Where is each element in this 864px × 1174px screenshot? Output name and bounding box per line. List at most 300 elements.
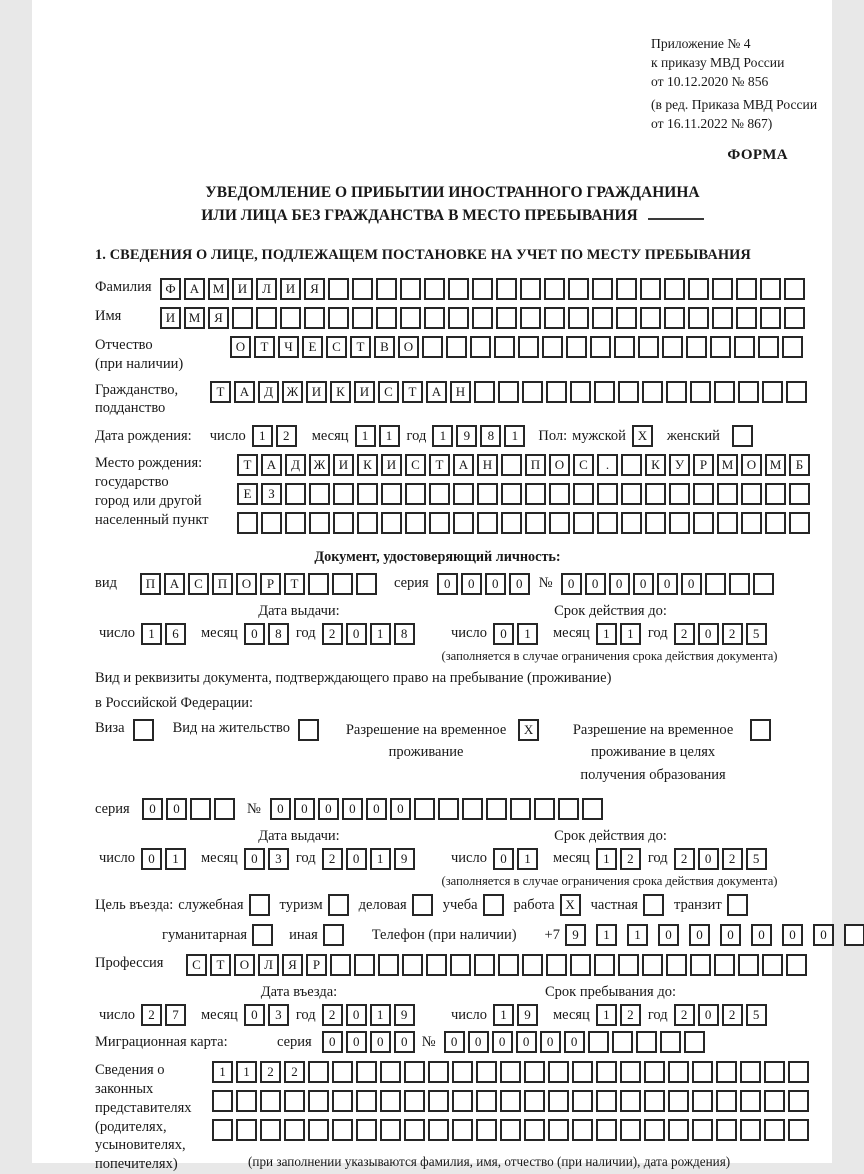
char-cell[interactable]: 8: [268, 623, 289, 645]
char-cell[interactable]: [789, 512, 810, 534]
char-cell[interactable]: [712, 278, 733, 300]
char-cell[interactable]: 0: [493, 623, 514, 645]
char-cell[interactable]: 0: [366, 798, 387, 820]
char-cell[interactable]: Я: [304, 278, 325, 300]
char-cell[interactable]: [692, 1061, 713, 1083]
char-cell[interactable]: [544, 278, 565, 300]
char-cell[interactable]: [477, 512, 498, 534]
char-cell[interactable]: [636, 1031, 657, 1053]
char-cell[interactable]: [380, 1061, 401, 1083]
char-cell[interactable]: 2: [141, 1004, 162, 1026]
char-cell[interactable]: С: [405, 454, 426, 476]
char-cell[interactable]: [477, 483, 498, 505]
char-cell[interactable]: [524, 1061, 545, 1083]
char-cell[interactable]: [690, 954, 711, 976]
char-cell[interactable]: 0: [751, 924, 772, 946]
char-cell[interactable]: 0: [681, 573, 702, 595]
char-cell[interactable]: [525, 483, 546, 505]
char-cell[interactable]: [760, 307, 781, 329]
char-cell[interactable]: [429, 512, 450, 534]
char-cell[interactable]: 1: [517, 623, 538, 645]
birth-place-cells-1[interactable]: [237, 454, 813, 476]
char-cell[interactable]: А: [164, 573, 185, 595]
char-cell[interactable]: [714, 954, 735, 976]
char-cell[interactable]: С: [378, 381, 399, 403]
visa-checkbox[interactable]: [133, 719, 154, 741]
char-cell[interactable]: 1: [212, 1061, 233, 1083]
char-cell[interactable]: И: [333, 454, 354, 476]
char-cell[interactable]: 5: [746, 1004, 767, 1026]
char-cell[interactable]: 2: [322, 848, 343, 870]
char-cell[interactable]: [549, 512, 570, 534]
char-cell[interactable]: М: [208, 278, 229, 300]
char-cell[interactable]: 1: [370, 848, 391, 870]
char-cell[interactable]: [668, 1119, 689, 1141]
char-cell[interactable]: 8: [480, 425, 501, 447]
char-cell[interactable]: [424, 307, 445, 329]
char-cell[interactable]: [260, 1090, 281, 1112]
char-cell[interactable]: [544, 307, 565, 329]
char-cell[interactable]: 5: [746, 848, 767, 870]
char-cell[interactable]: 1: [493, 1004, 514, 1026]
char-cell[interactable]: [692, 1090, 713, 1112]
char-cell[interactable]: [405, 512, 426, 534]
char-cell[interactable]: Р: [306, 954, 327, 976]
char-cell[interactable]: 0: [142, 798, 163, 820]
char-cell[interactable]: [285, 512, 306, 534]
identity-valid-month-cells[interactable]: [596, 623, 644, 645]
char-cell[interactable]: [594, 381, 615, 403]
char-cell[interactable]: С: [188, 573, 209, 595]
char-cell[interactable]: [736, 307, 757, 329]
char-cell[interactable]: [592, 278, 613, 300]
char-cell[interactable]: [762, 381, 783, 403]
identity-valid-year-cells[interactable]: [674, 623, 770, 645]
char-cell[interactable]: [717, 483, 738, 505]
char-cell[interactable]: [566, 336, 587, 358]
char-cell[interactable]: 2: [722, 848, 743, 870]
char-cell[interactable]: [620, 1119, 641, 1141]
char-cell[interactable]: 0: [516, 1031, 537, 1053]
char-cell[interactable]: [525, 512, 546, 534]
char-cell[interactable]: О: [741, 454, 762, 476]
char-cell[interactable]: [400, 278, 421, 300]
char-cell[interactable]: [450, 954, 471, 976]
char-cell[interactable]: Т: [237, 454, 258, 476]
char-cell[interactable]: [285, 483, 306, 505]
char-cell[interactable]: [668, 1061, 689, 1083]
char-cell[interactable]: 0: [322, 1031, 343, 1053]
entry-year-cells[interactable]: [322, 1004, 418, 1026]
char-cell[interactable]: 8: [394, 623, 415, 645]
char-cell[interactable]: [438, 798, 459, 820]
char-cell[interactable]: [620, 1090, 641, 1112]
char-cell[interactable]: [501, 483, 522, 505]
char-cell[interactable]: 9: [517, 1004, 538, 1026]
char-cell[interactable]: [237, 512, 258, 534]
char-cell[interactable]: Л: [258, 954, 279, 976]
char-cell[interactable]: [645, 483, 666, 505]
char-cell[interactable]: [356, 573, 377, 595]
char-cell[interactable]: [642, 381, 663, 403]
char-cell[interactable]: [596, 1119, 617, 1141]
char-cell[interactable]: [717, 512, 738, 534]
char-cell[interactable]: [758, 336, 779, 358]
char-cell[interactable]: [474, 954, 495, 976]
char-cell[interactable]: [518, 336, 539, 358]
char-cell[interactable]: [260, 1119, 281, 1141]
entry-month-cells[interactable]: [244, 1004, 292, 1026]
doc-kind-cells[interactable]: [140, 573, 380, 595]
char-cell[interactable]: 1: [379, 425, 400, 447]
char-cell[interactable]: 0: [689, 924, 710, 946]
char-cell[interactable]: 2: [322, 623, 343, 645]
char-cell[interactable]: [596, 1090, 617, 1112]
char-cell[interactable]: 0: [370, 1031, 391, 1053]
purpose-private-checkbox[interactable]: [643, 894, 664, 916]
char-cell[interactable]: 0: [294, 798, 315, 820]
char-cell[interactable]: [472, 307, 493, 329]
char-cell[interactable]: З: [261, 483, 282, 505]
representatives-cells-2[interactable]: [212, 1090, 812, 1112]
char-cell[interactable]: [616, 278, 637, 300]
purpose-study-checkbox[interactable]: [483, 894, 504, 916]
char-cell[interactable]: [618, 381, 639, 403]
char-cell[interactable]: 3: [268, 1004, 289, 1026]
char-cell[interactable]: [688, 307, 709, 329]
char-cell[interactable]: И: [354, 381, 375, 403]
char-cell[interactable]: У: [669, 454, 690, 476]
char-cell[interactable]: [452, 1061, 473, 1083]
char-cell[interactable]: 0: [346, 848, 367, 870]
residence-issue-day-cells[interactable]: [141, 848, 189, 870]
representatives-cells-3[interactable]: [212, 1119, 812, 1141]
char-cell[interactable]: 0: [485, 573, 506, 595]
char-cell[interactable]: [472, 278, 493, 300]
migration-number-cells[interactable]: [444, 1031, 708, 1053]
char-cell[interactable]: [236, 1119, 257, 1141]
char-cell[interactable]: [714, 381, 735, 403]
char-cell[interactable]: Ж: [282, 381, 303, 403]
char-cell[interactable]: 0: [698, 848, 719, 870]
char-cell[interactable]: [716, 1119, 737, 1141]
birth-place-cells-2[interactable]: [237, 483, 813, 505]
char-cell[interactable]: [309, 483, 330, 505]
char-cell[interactable]: [453, 483, 474, 505]
char-cell[interactable]: [376, 307, 397, 329]
char-cell[interactable]: [568, 307, 589, 329]
char-cell[interactable]: [590, 336, 611, 358]
char-cell[interactable]: [764, 1061, 785, 1083]
char-cell[interactable]: [476, 1090, 497, 1112]
surname-cells[interactable]: [160, 278, 808, 300]
char-cell[interactable]: 1: [596, 924, 617, 946]
char-cell[interactable]: [844, 924, 864, 946]
char-cell[interactable]: [588, 1031, 609, 1053]
char-cell[interactable]: [788, 1119, 809, 1141]
char-cell[interactable]: [304, 307, 325, 329]
char-cell[interactable]: [498, 954, 519, 976]
char-cell[interactable]: [352, 307, 373, 329]
char-cell[interactable]: [546, 954, 567, 976]
char-cell[interactable]: [486, 798, 507, 820]
char-cell[interactable]: 2: [276, 425, 297, 447]
char-cell[interactable]: 0: [244, 1004, 265, 1026]
char-cell[interactable]: Т: [210, 381, 231, 403]
char-cell[interactable]: [284, 1119, 305, 1141]
char-cell[interactable]: [572, 1061, 593, 1083]
char-cell[interactable]: [524, 1119, 545, 1141]
char-cell[interactable]: А: [234, 381, 255, 403]
char-cell[interactable]: [640, 307, 661, 329]
purpose-other-checkbox[interactable]: [323, 924, 344, 946]
migration-series-cells[interactable]: [322, 1031, 418, 1053]
char-cell[interactable]: [378, 954, 399, 976]
char-cell[interactable]: 0: [346, 1031, 367, 1053]
char-cell[interactable]: [688, 278, 709, 300]
char-cell[interactable]: [568, 278, 589, 300]
char-cell[interactable]: [729, 573, 750, 595]
char-cell[interactable]: [642, 954, 663, 976]
char-cell[interactable]: [462, 798, 483, 820]
char-cell[interactable]: И: [280, 278, 301, 300]
char-cell[interactable]: 1: [236, 1061, 257, 1083]
citizenship-cells[interactable]: [210, 381, 810, 403]
char-cell[interactable]: 0: [346, 1004, 367, 1026]
char-cell[interactable]: 0: [468, 1031, 489, 1053]
char-cell[interactable]: [400, 307, 421, 329]
char-cell[interactable]: 0: [270, 798, 291, 820]
char-cell[interactable]: 2: [674, 848, 695, 870]
char-cell[interactable]: [534, 798, 555, 820]
char-cell[interactable]: [452, 1119, 473, 1141]
entry-day-cells[interactable]: [141, 1004, 189, 1026]
char-cell[interactable]: [356, 1061, 377, 1083]
char-cell[interactable]: [644, 1090, 665, 1112]
char-cell[interactable]: [494, 336, 515, 358]
char-cell[interactable]: [621, 454, 642, 476]
char-cell[interactable]: [710, 336, 731, 358]
char-cell[interactable]: 1: [432, 425, 453, 447]
identity-valid-day-cells[interactable]: [493, 623, 541, 645]
char-cell[interactable]: [330, 954, 351, 976]
char-cell[interactable]: [474, 381, 495, 403]
char-cell[interactable]: [214, 798, 235, 820]
char-cell[interactable]: [402, 954, 423, 976]
char-cell[interactable]: И: [160, 307, 181, 329]
char-cell[interactable]: [380, 1090, 401, 1112]
char-cell[interactable]: [716, 1090, 737, 1112]
char-cell[interactable]: Т: [350, 336, 371, 358]
char-cell[interactable]: [788, 1061, 809, 1083]
char-cell[interactable]: [522, 954, 543, 976]
char-cell[interactable]: К: [330, 381, 351, 403]
char-cell[interactable]: Т: [429, 454, 450, 476]
identity-issue-day-cells[interactable]: [141, 623, 189, 645]
male-checkbox[interactable]: X: [632, 425, 653, 447]
char-cell[interactable]: Н: [450, 381, 471, 403]
char-cell[interactable]: 1: [596, 623, 617, 645]
char-cell[interactable]: [380, 1119, 401, 1141]
char-cell[interactable]: 1: [252, 425, 273, 447]
char-cell[interactable]: [645, 512, 666, 534]
char-cell[interactable]: С: [573, 454, 594, 476]
char-cell[interactable]: [597, 512, 618, 534]
char-cell[interactable]: [520, 307, 541, 329]
char-cell[interactable]: [453, 512, 474, 534]
char-cell[interactable]: [501, 512, 522, 534]
representatives-cells-1[interactable]: [212, 1061, 812, 1083]
purpose-tourism-checkbox[interactable]: [328, 894, 349, 916]
char-cell[interactable]: [621, 512, 642, 534]
char-cell[interactable]: [429, 483, 450, 505]
char-cell[interactable]: [308, 573, 329, 595]
char-cell[interactable]: [520, 278, 541, 300]
char-cell[interactable]: [582, 798, 603, 820]
char-cell[interactable]: А: [453, 454, 474, 476]
char-cell[interactable]: [741, 483, 762, 505]
char-cell[interactable]: М: [717, 454, 738, 476]
char-cell[interactable]: [572, 1119, 593, 1141]
char-cell[interactable]: [476, 1119, 497, 1141]
char-cell[interactable]: Ч: [278, 336, 299, 358]
stay-year-cells[interactable]: [674, 1004, 770, 1026]
char-cell[interactable]: [666, 381, 687, 403]
birth-month-cells[interactable]: [355, 425, 403, 447]
purpose-work-checkbox[interactable]: X: [560, 894, 581, 916]
char-cell[interactable]: [644, 1119, 665, 1141]
char-cell[interactable]: [669, 512, 690, 534]
char-cell[interactable]: [734, 336, 755, 358]
char-cell[interactable]: [476, 1061, 497, 1083]
char-cell[interactable]: [716, 1061, 737, 1083]
char-cell[interactable]: [616, 307, 637, 329]
char-cell[interactable]: Т: [284, 573, 305, 595]
char-cell[interactable]: [548, 1061, 569, 1083]
name-cells[interactable]: [160, 307, 808, 329]
char-cell[interactable]: 0: [492, 1031, 513, 1053]
char-cell[interactable]: [448, 307, 469, 329]
char-cell[interactable]: [640, 278, 661, 300]
char-cell[interactable]: 0: [166, 798, 187, 820]
residence-valid-day-cells[interactable]: [493, 848, 541, 870]
doc-series-cells[interactable]: [437, 573, 533, 595]
char-cell[interactable]: 1: [517, 848, 538, 870]
char-cell[interactable]: [664, 278, 685, 300]
temp-residence-education-checkbox[interactable]: [750, 719, 771, 741]
char-cell[interactable]: [765, 483, 786, 505]
char-cell[interactable]: [570, 954, 591, 976]
char-cell[interactable]: 0: [782, 924, 803, 946]
stay-month-cells[interactable]: [596, 1004, 644, 1026]
char-cell[interactable]: 1: [141, 623, 162, 645]
char-cell[interactable]: [660, 1031, 681, 1053]
char-cell[interactable]: 1: [355, 425, 376, 447]
char-cell[interactable]: [428, 1119, 449, 1141]
char-cell[interactable]: [644, 1061, 665, 1083]
char-cell[interactable]: 2: [722, 623, 743, 645]
char-cell[interactable]: 6: [165, 623, 186, 645]
char-cell[interactable]: [428, 1090, 449, 1112]
char-cell[interactable]: [684, 1031, 705, 1053]
char-cell[interactable]: 0: [540, 1031, 561, 1053]
char-cell[interactable]: [356, 1090, 377, 1112]
char-cell[interactable]: 2: [674, 1004, 695, 1026]
char-cell[interactable]: [524, 1090, 545, 1112]
char-cell[interactable]: Р: [260, 573, 281, 595]
birth-year-cells[interactable]: [432, 425, 528, 447]
patronymic-cells[interactable]: [230, 336, 806, 358]
purpose-business-checkbox[interactable]: [412, 894, 433, 916]
residence-issue-year-cells[interactable]: [322, 848, 418, 870]
char-cell[interactable]: [690, 381, 711, 403]
char-cell[interactable]: М: [184, 307, 205, 329]
char-cell[interactable]: [261, 512, 282, 534]
char-cell[interactable]: 0: [244, 623, 265, 645]
char-cell[interactable]: И: [306, 381, 327, 403]
char-cell[interactable]: [712, 307, 733, 329]
char-cell[interactable]: [786, 954, 807, 976]
char-cell[interactable]: [558, 798, 579, 820]
char-cell[interactable]: Я: [282, 954, 303, 976]
char-cell[interactable]: [548, 1119, 569, 1141]
residence-series-cells[interactable]: [142, 798, 238, 820]
birth-day-cells[interactable]: [252, 425, 300, 447]
char-cell[interactable]: [594, 954, 615, 976]
doc-number-cells[interactable]: [561, 573, 777, 595]
char-cell[interactable]: [496, 307, 517, 329]
char-cell[interactable]: 9: [456, 425, 477, 447]
char-cell[interactable]: [284, 1090, 305, 1112]
char-cell[interactable]: 9: [394, 1004, 415, 1026]
char-cell[interactable]: 0: [698, 623, 719, 645]
residence-valid-year-cells[interactable]: [674, 848, 770, 870]
char-cell[interactable]: 0: [698, 1004, 719, 1026]
char-cell[interactable]: [570, 381, 591, 403]
char-cell[interactable]: [332, 1090, 353, 1112]
char-cell[interactable]: [549, 483, 570, 505]
char-cell[interactable]: 9: [565, 924, 586, 946]
char-cell[interactable]: [414, 798, 435, 820]
char-cell[interactable]: 0: [561, 573, 582, 595]
residence-number-cells[interactable]: [270, 798, 606, 820]
char-cell[interactable]: [501, 454, 522, 476]
char-cell[interactable]: [352, 278, 373, 300]
char-cell[interactable]: [452, 1090, 473, 1112]
char-cell[interactable]: 0: [720, 924, 741, 946]
char-cell[interactable]: 0: [394, 1031, 415, 1053]
char-cell[interactable]: [405, 483, 426, 505]
char-cell[interactable]: Т: [210, 954, 231, 976]
char-cell[interactable]: [232, 307, 253, 329]
char-cell[interactable]: [256, 307, 277, 329]
char-cell[interactable]: 7: [165, 1004, 186, 1026]
char-cell[interactable]: [448, 278, 469, 300]
char-cell[interactable]: [638, 336, 659, 358]
char-cell[interactable]: [765, 512, 786, 534]
char-cell[interactable]: [381, 483, 402, 505]
char-cell[interactable]: А: [261, 454, 282, 476]
birth-place-cells-3[interactable]: [237, 512, 813, 534]
temp-residence-checkbox[interactable]: X: [518, 719, 539, 741]
char-cell[interactable]: О: [230, 336, 251, 358]
char-cell[interactable]: О: [398, 336, 419, 358]
residence-issue-month-cells[interactable]: [244, 848, 292, 870]
purpose-humanitarian-checkbox[interactable]: [252, 924, 273, 946]
identity-issue-year-cells[interactable]: [322, 623, 418, 645]
char-cell[interactable]: [426, 954, 447, 976]
char-cell[interactable]: [738, 381, 759, 403]
